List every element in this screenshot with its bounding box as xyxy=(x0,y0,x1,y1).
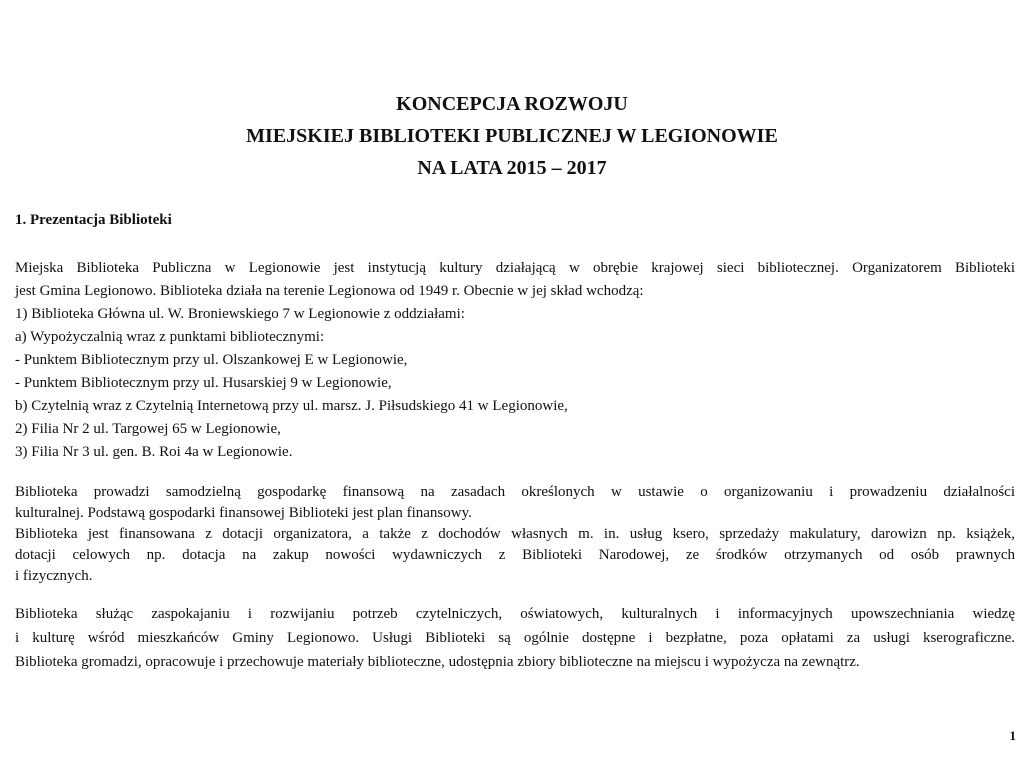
list-item: - Punktem Bibliotecznym przy ul. Husarskiej 9 w Legionowie, xyxy=(15,375,392,391)
title-line-3: NA LATA 2015 – 2017 xyxy=(417,157,607,179)
list-item: 2) Filia Nr 2 ul. Targowej 65 w Legionowie, xyxy=(15,421,281,437)
title-line-1: KONCEPCJA ROZWOJU xyxy=(396,93,628,115)
paragraph-mission xyxy=(15,602,1015,674)
text-line: Biblioteka prowadzi samodzielną gospodarkę finansową na zasadach określonych w ustawie o organizowaniu i prowadzeniu działalności xyxy=(15,484,1015,500)
text-line: dotacji celowych np. dotacja na zakup nowości wydawniczych z Biblioteki Narodowej, ze środków otrzymanych od osób prawnych xyxy=(15,547,1015,563)
list-item: 3) Filia Nr 3 ul. gen. B. Roi 4a w Legionowie. xyxy=(15,444,293,460)
document-title xyxy=(0,88,1024,184)
text-line: Biblioteka jest finansowana z dotacji organizatora, a także z dochodów własnych m. in. usług ksero, sprzedaży makulatury, darowizn np. książek, xyxy=(15,526,1015,542)
text-line: jest Gmina Legionowo. Biblioteka działa na terenie Legionowa od 1949 r. Obecnie w jej skład wchodzą: xyxy=(15,283,644,299)
list-item: b) Czytelnią wraz z Czytelnią Internetową przy ul. marsz. J. Piłsudskiego 41 w Legionowie, xyxy=(15,398,568,414)
text-line: Biblioteka gromadzi, opracowuje i przechowuje materiały biblioteczne, udostępnia zbiory biblioteczne na miejscu i wypożycza na zewnątrz. xyxy=(15,654,860,670)
page-number: 1 xyxy=(1009,728,1016,743)
text-line: i fizycznych. xyxy=(15,568,93,584)
text-line: Miejska Biblioteka Publiczna w Legionowie jest instytucją kultury działającą w obrębie krajowej sieci bibliotecznej. Organizatorem Biblioteki xyxy=(15,260,1015,276)
list-item: - Punktem Bibliotecznym przy ul. Olszankowej E w Legionowie, xyxy=(15,352,408,368)
title-line-2: MIEJSKIEJ BIBLIOTEKI PUBLICZNEJ W LEGIONOWIE xyxy=(246,125,778,147)
text-line: Biblioteka służąc zaspokajaniu i rozwijaniu potrzeb czytelniczych, oświatowych, kulturalnych i informacyjnych upowszechniania wiedzę xyxy=(15,606,1015,622)
paragraph-presentation xyxy=(15,257,1015,464)
paragraph-finances xyxy=(15,482,1015,587)
list-item: a) Wypożyczalnią wraz z punktami bibliotecznymi: xyxy=(15,329,325,345)
list-item: 1) Biblioteka Główna ul. W. Broniewskiego 7 w Legionowie z oddziałami: xyxy=(15,306,465,322)
text-line: i kulturę wśród mieszkańców Gminy Legionowo. Usługi Biblioteki są ogólnie dostępne i bezpłatne, poza opłatami za usługi kserograficzne. xyxy=(15,630,1015,646)
section-heading: 1. Prezentacja Biblioteki xyxy=(15,212,172,228)
text-line: kulturalnej. Podstawą gospodarki finansowej Biblioteki jest plan finansowy. xyxy=(15,505,472,521)
